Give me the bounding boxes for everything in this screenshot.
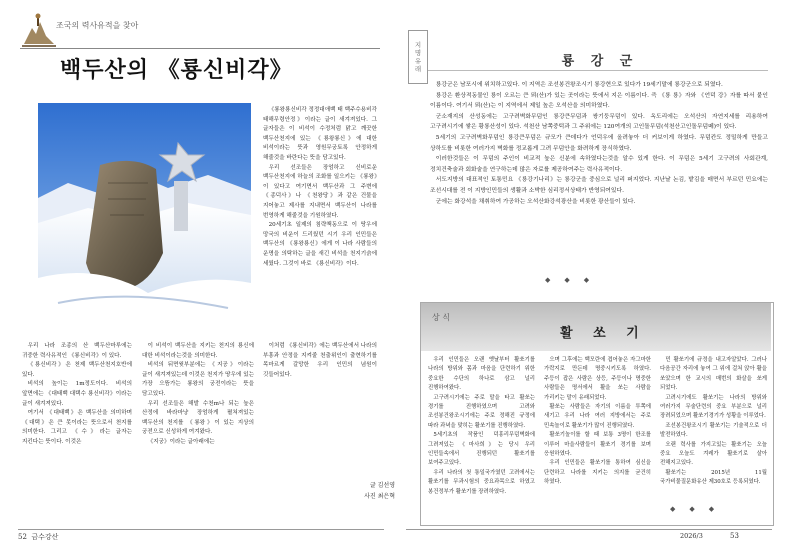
- paragraph: 5세기의 고구려벽화무덤인 룡강큰무덤은 규모가 큰데다가 언덕우에 올려놓아 더 커보이게 하였다. 무덤칸도 정밀하게 만들고 상하도를 비롯한 여러가지 벽화를 정교롭게 그려 무덤안을 화려하게 장식하였다.: [430, 134, 768, 152]
- paragraph: 서도지방의 대표적인 토통민요 《룡강기나리》는 룡강군을 중심으로 널리 퍼지었다. 지난날 논김, 밭김을 매면서 부르던 민요에는 조선시대를 전 이 지방인민들의 생활과 소박한 심리정서상태가 반영되여있다.: [430, 177, 768, 194]
- paragraph: 고려시기에도 활쏘기는 나라의 방위와 여러가지 무술단련의 중요 부분으로 널리 장려되었으며 활쏘기경기가 성황을 이루었다.: [660, 394, 767, 420]
- ornament-dots: ◆◆◆: [545, 276, 604, 284]
- paragraph: 으며 그후에는 백모란에 겹어놓은 자그마한 가락지로 만든데 명중시키도록 하였다. 주등이 잡은 사람은 상등, 주등이나 명중한 사람들은 명서에서 활을 쏘는 사람을 가리키는 말이 유래되었다.: [544, 357, 651, 401]
- author-photographer: 사진 최은혁: [364, 493, 395, 500]
- paragraph: 여기서 《대태백》은 백두산을 의미하며 《대택》은 큰 못이라는 뜻으로서 천지를 의미한다. 그리고 《수》라는 글자는 지킨다는 뜻이다. 이것은: [22, 410, 132, 445]
- article-column-3: [263, 342, 377, 380]
- footer-left: [18, 532, 58, 542]
- mountain-emblem-icon: [22, 12, 56, 48]
- paragraph: 활쏘기놀이를 할 때 보통 3명이 한조를 이루어 마을사람들이 활쏘기 경기를 보며 응원하였다.: [544, 432, 651, 458]
- paragraph: 군에는 화강석을 채취하여 가공하는 오석산화강석광산을 비롯한 광산들이 있다.: [435, 198, 636, 205]
- paragraph: 고구려시기에는 주로 말을 타고 활쏘는 경기를 진행하였으며 고려와 조선봉건왕조시기에는 주로 정해진 규정에 따라 과녁을 맞히는 활쏘기를 진행하였다.: [428, 394, 535, 429]
- sidebar-box-tag: 상 식: [432, 313, 450, 322]
- paragraph: 이러한것들은 이 무덤의 주인이 비교적 높은 신분에 속하였다는것을 알수 있게 한다. 이 무덤은 5세기 고구려의 사회관계, 정치건축술과 회화술을 연구하는데 많은 자료를 제공하여주는 력사유적이다.: [430, 156, 768, 173]
- paragraph: 우리 선조들은 장엄하고 신비로운 백두산천지에 하늘의 조화를 일으키는 《룡왕》이 있다고 여기면서 백두산과 그 주변에 《종덕사》나 《천왕당》과 같은 건물을 지어놓고 제사를 지내면서 백두산이 나라를 번영하게 해줄것을 기원하였다.: [263, 164, 377, 219]
- title-rule: [428, 70, 768, 71]
- right-article-title: 룡 강 군: [561, 54, 639, 69]
- page-number-left: 52: [18, 533, 27, 541]
- footer-rule-left: [18, 529, 384, 530]
- paragraph: 오랜 력사를 가지고있는 활쏘기는 오늘 중요 오늘도 겨레가 활쏘기로 살아 전해지고있다.: [660, 441, 767, 467]
- author-credit: [335, 480, 395, 502]
- monument-photo: [38, 103, 251, 331]
- box-column-1: [428, 356, 535, 497]
- vertical-section-tag: 지 명 유 래: [408, 30, 428, 84]
- paragraph: 비석의 높이는 1m정도이다. 비석의 앞면에는 《대태백 대택수 룡신비각》이라는 글이 새겨져있다.: [22, 381, 132, 407]
- article-column-top-right: [263, 106, 377, 269]
- right-article-body: [430, 80, 768, 207]
- paragraph: 《룡신비각》은 천제 백두산천지호반에 있다.: [22, 362, 132, 378]
- paragraph: 룡강은 환상적동물인 룡이 오르는 큰 뫼(산)가 있는 곳이라는 뜻에서 지은 이름이다. 즉 《룡 룡》자와 《언덕 강》자를 따서 붙인 이름이다. 여기서 뫼(산)는 이 지역에서 제일 높은 오석산을 의미하였다.: [430, 92, 768, 110]
- paragraph: 룡강군은 남포시에 위치하고있다. 이 지역은 조선봉건왕조시기 룡강현으로 있다가 19세기말에 룡강군으로 되였다.: [435, 82, 723, 88]
- paragraph: 5세기초의 작품인 덕흥리무덤벽화에 그려져있는 《마사희》는 당시 우리 인민들속에서 진행되던 활쏘기를 보여주고있다.: [428, 432, 535, 467]
- paragraph: 이처럼 《룡신비각》에는 백두산에서 나라의 부흥과 안정을 지켜줄 천출위인이 출현하기를 목마르게 갈망한 우리 인민의 념원이 깃들어있다.: [263, 343, 377, 378]
- sidebar-box-title: 활 쏘 기: [560, 326, 647, 341]
- box-column-3: [660, 356, 767, 488]
- article-column-1: [22, 342, 132, 448]
- paragraph: 활쏘기는 2015년 11월 국가비물질문화유산 제30호로 등록되였다.: [660, 469, 767, 486]
- ornament-dots: ◆◆◆: [670, 505, 729, 513]
- article-title: 백두산의 《룡신비각》: [60, 58, 293, 83]
- footer-rule-right: [406, 529, 772, 530]
- paragraph: 민 활쏘기에 규정을 내고자알았다. 그러나 다음공간 자리에 놓여 그 위에 걸쳐 앉아 활을 쏘았으며 한 교시의 매번의 화살을 쏘게 되었다.: [660, 357, 767, 392]
- paragraph: 비석의 뒤면윗부분에는 《지공》이라는 글이 새겨져있는데 이것은 천지가 땅우에 있는 가장 으뜸가는 룡왕의 궁전이라는 뜻을 담고있다.: [142, 362, 254, 397]
- paragraph: 우리 선조들은 해발 수천m나 되는 높은 산정에 바라마냥 장엄하게 펼쳐져있는 백두산의 천지를 《룡왕》이 있는 지상의 궁전으로 신성하게 여겨왔다.: [142, 400, 254, 436]
- paragraph: 우리 인민들은 활쏘기를 통하여 심신을 단련하고 나라를 지키는 의지를 굳건히 하였다.: [544, 460, 651, 486]
- paragraph: 이 비석이 백두산을 지키는 천지의 룡신에 대한 비석이라는것을 의미한다.: [142, 343, 254, 359]
- page-number-right: 53: [730, 532, 739, 540]
- box-column-2: [544, 356, 651, 488]
- paragraph: 20세기초 일제의 침략책동으로 이 땅우에 망국의 비운이 드리웠던 시기 우리 인민들은 백두산의 《룡왕룡신》에게 이 나라 사람들의 운명을 의탁하는 글을 새긴 비석을 천지기슭에 세웠다. 그것이 바로 《룡신비각》이다.: [263, 222, 377, 267]
- issue-date: 2026/3: [680, 532, 703, 540]
- magazine-name: 금수강산: [31, 533, 59, 541]
- section-label: 조국의 력사유적을 찾아: [56, 21, 139, 30]
- paragraph: 활쏘는 사람들은 자기의 이름을 투쪽에 새기고 우리 나라 여러 지방에서는 주로 민속놀이로 활쏘기가 많이 진행되였다.: [544, 404, 651, 429]
- paragraph: 우리 나라의 첫 통일국가였던 고려에서는 활쏘기를 무과시험의 중요과목으로 하였고 봉건정부가 활쏘기를 장려하였다.: [428, 469, 535, 495]
- paragraph: 군소재지의 산성동에는 고구려벽화무덤인 룡강큰무덤과 쌍기둥무덤이 있다. 옥도리에는 오석산의 자연지세를 리용하여 고구려시기에 쌓은 황룡산성이 있다. 석천산 남쪽중턱과 그 주위에는 120여개의 고인돌무덤(석천산고인돌무덤떼)이 있다.: [430, 113, 768, 131]
- paragraph: 《지궁》이라는 글아래에는: [147, 438, 215, 445]
- paragraph: 우리 나라 조종의 산 백두산마루에는 귀중한 력사유적인 《룡신비각》이 있다.: [22, 343, 132, 359]
- paragraph: 《룡왕룡신비각 정정대애백 태 백주수용비각 태해무령안정》이라는 글이 새겨져있다. 그 글자들은 이 비석이 수정처럼 맑고 깨끗한 백두산천지에 있는 《룡왕룡신》에 대한 비석이라는 뜻과 영원무궁토록 안정하게 해줄것을 바란다는 뜻을 담고있다.: [263, 107, 377, 161]
- author-writer: 글 김선영: [369, 482, 395, 489]
- paragraph: 조선봉건왕조시기 활쏘기는 기술적으로 더 발전하였다.: [660, 422, 767, 439]
- paragraph: 우리 인민들은 오랜 옛날부터 활쏘기를 나라의 방위와 몸과 마음을 단련하기 위한 중요한 수단의 하나로 삼고 널리 진행하여왔다.: [428, 357, 535, 392]
- article-column-2: [142, 342, 254, 448]
